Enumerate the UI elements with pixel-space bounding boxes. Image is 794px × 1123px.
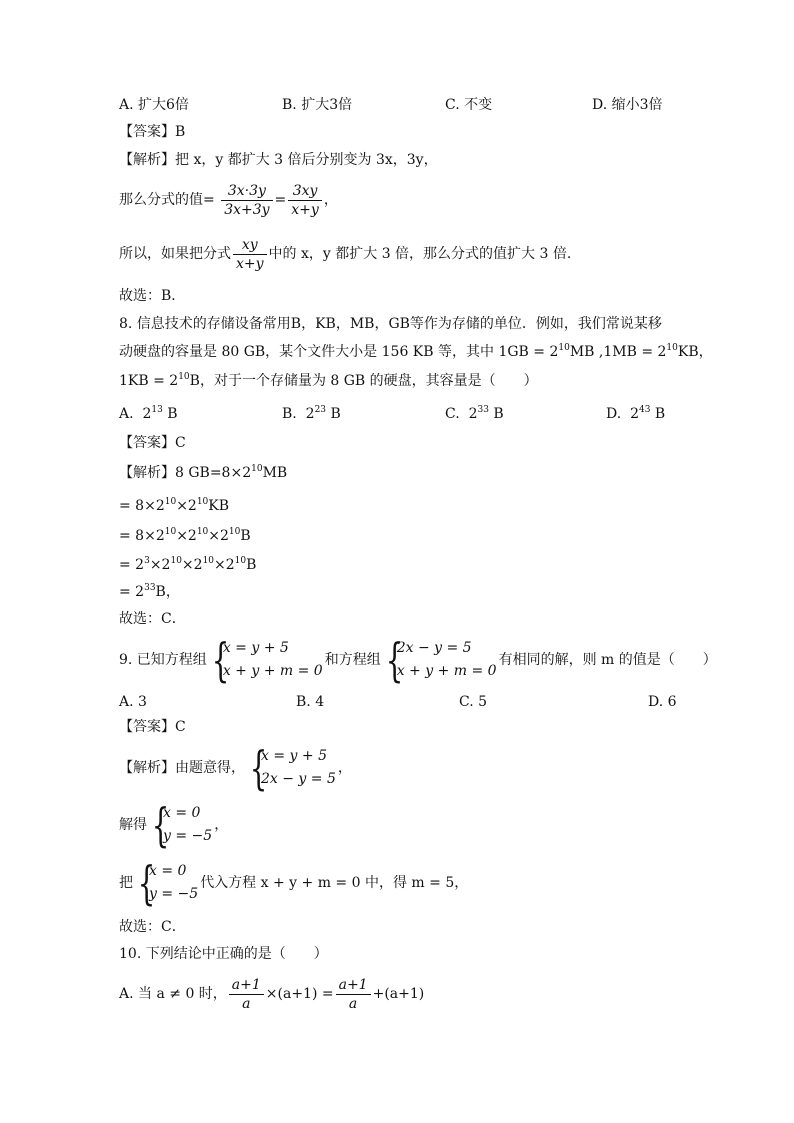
exponent: 10 [558,343,570,353]
q8-option-d [606,404,665,424]
brace-icon: { [211,633,230,687]
q9-option-b: B. 4 [296,694,325,710]
equation-system-1 [209,633,323,687]
exponent: 10 [228,527,241,537]
equation: y = −5 [163,828,213,844]
option-base: 2 [142,406,152,422]
q9-option-d: D. 6 [648,694,677,710]
text: = 2 [119,557,145,573]
text: 8 GB=8×2 [175,465,252,481]
option-exponent: 33 [477,405,489,415]
text: ×2 [176,528,197,544]
exponent: 10 [196,527,209,537]
frac-numerator: a+1 [336,976,371,995]
text: = 2 [119,584,145,600]
analysis-suffix: 中的 x，y 都扩大 3 倍，那么分式的值扩大 3 倍. [268,246,572,262]
text: 由题意得， [175,760,245,776]
text: = 8×2 [119,498,165,514]
text: = 8×2 [119,528,165,544]
text: ×2 [214,557,235,573]
punctuation: ， [323,192,338,208]
frac-numerator: 3x·3y [221,182,272,201]
exponent: 10 [178,372,190,382]
text: KB， [677,344,713,360]
equation: x = y + 5 [222,640,289,656]
analysis-tag: 【解析】 [119,465,175,481]
frac-denominator: x+y [291,201,319,218]
q7-analysis-line2: 那么分式的值= $\frac{3x\cdot 3y}{3x+3y}$ = $\frac{3xy}{x+y}$ ， [119,182,338,218]
fraction-a1-over-a [229,976,264,1013]
brace-icon: { [151,798,170,852]
text: 和方程组 [324,652,381,668]
q8-stem-line2 [119,342,713,362]
q9-conclusion: 故选：C． [119,919,186,935]
equation: 2x − y = 5 [261,771,336,787]
q8-stem-line1: 8. 信息技术的存储设备常用B，KB，MB，GB等作为存储的单位．例如，我们常说某移 [119,316,662,332]
fraction-xy [233,236,267,273]
q9-option-a: A. 3 [119,694,147,710]
brace-icon: { [137,856,156,910]
equation: y = −5 [149,886,199,902]
q7-analysis-line3 [119,232,571,276]
text: MB [262,465,288,481]
exponent: 10 [196,497,209,507]
text: B，对于一个存储量为 8 GB 的硬盘，其容量是（ ） [189,373,538,389]
exponent: 10 [164,527,177,537]
text: ×2 [208,528,229,544]
exponent: 3 [144,556,150,566]
text: B， [155,584,180,600]
analysis-tag: 【解析】 [119,152,175,168]
q9-analysis-line3 [119,857,468,909]
text: ×2 [181,557,203,573]
fraction-a1-over-a [336,976,371,1013]
q8-step4 [119,555,256,575]
option-exponent: 43 [639,405,651,415]
text: ×(a+1) = [265,986,334,1002]
punctuation: ， [337,760,352,776]
q9-option-c: C. 5 [459,694,488,710]
equation-system-3 [247,741,336,795]
brace-icon: { [249,741,268,795]
exponent: 10 [170,556,182,566]
q10-option-a [119,972,424,1016]
text: 解得 [119,817,147,833]
option-unit: B [493,406,504,422]
q9-analysis-line2 [119,799,228,851]
exponent: 10 [202,556,215,566]
equation: x = 0 [163,805,201,821]
text: MB ,1MB = 2 [569,344,667,360]
text: B [240,528,251,544]
q8-option-a [119,404,178,424]
q7-conclusion: 故选：B． [119,288,186,304]
option-base: 2 [630,406,640,422]
option-exponent: 13 [151,405,163,415]
option-label: D. [606,406,622,422]
text: 有相同的解，则 m 的值是（ ） [498,652,717,668]
exponent: 10 [234,556,247,566]
q8-stem-line3 [119,371,538,391]
text: 1KB = 2 [119,373,179,389]
q9-stem [119,634,717,686]
q8-step3 [119,526,251,546]
q8-conclusion: 故选：C． [119,611,186,627]
q8-option-c [445,404,504,424]
text: B [246,557,257,573]
q7-answer: 【答案】B [119,124,186,140]
text: A. 当 a ≠ 0 时， [119,986,227,1002]
option-unit: B [330,406,341,422]
frac-numerator: 3xy [288,182,322,201]
exponent: 33 [144,583,156,593]
frac-denominator: a [348,995,358,1012]
q9-answer: 【答案】C [119,719,186,735]
equation: x = y + 5 [261,748,327,764]
exponent: 10 [251,464,263,474]
equation-system-4 [149,798,213,852]
text: 代入方程 x + y + m = 0 中，得 m = 5， [200,875,469,891]
punctuation: ， [214,817,229,833]
q7-option-d: D. 缩小3倍 [592,97,663,113]
equation: 2x − y = 5 [396,640,472,656]
equation-system-2 [383,633,497,687]
option-base: 2 [468,406,478,422]
equation: x + y + m = 0 [396,663,497,679]
option-unit: B [167,406,178,422]
q9-analysis-line1 [119,742,352,794]
frac-denominator: a [242,995,251,1012]
option-label: C. [445,406,460,422]
analysis-prefix: 那么分式的值= [119,192,215,208]
option-unit: B [654,406,666,422]
q8-step5 [119,582,180,602]
exponent: 10 [164,497,177,507]
equation: x + y + m = 0 [222,663,323,679]
equation-system-5 [135,856,199,910]
text: KB [208,498,230,514]
option-label: B. [282,406,297,422]
frac-denominator: 3x+3y [224,201,270,218]
text: ×2 [176,498,197,514]
q8-option-b [282,404,341,424]
fraction-3xy [288,182,322,219]
equation: x = 0 [149,863,187,879]
q10-stem: 10. 下列结论中正确的是（ ） [119,946,328,962]
frac-numerator: xy [233,236,267,255]
text: ×2 [149,557,171,573]
text: 9. 已知方程组 [119,652,207,668]
option-base: 2 [305,406,315,422]
q7-option-c: C. 不变 [445,97,493,113]
analysis-text: 把 x，y 都扩大 3 倍后分别变为 3x，3y， [175,152,438,168]
q8-step2 [119,496,229,516]
text: +(a+1) [372,986,425,1002]
q7-option-b: B. 扩大3倍 [282,97,353,113]
frac-denominator: x+y [236,255,264,272]
analysis-tag: 【解析】 [119,760,175,776]
q8-step1 [119,463,287,483]
q8-answer: 【答案】C [119,435,186,451]
text: 把 [119,875,133,891]
frac-numerator: a+1 [229,976,264,995]
exponent: 10 [666,343,678,353]
fraction-3x3y [221,182,272,219]
q7-analysis-line1 [119,150,438,170]
option-exponent: 23 [314,405,327,415]
brace-icon: { [385,633,404,687]
option-label: A. [119,406,134,422]
analysis-prefix: 所以，如果把分式 [119,246,231,262]
q7-option-a: A. 扩大6倍 [119,97,189,113]
text: 动硬盘的容量是 80 GB，某个文件大小是 156 KB 等，其中 1GB = 2 [119,344,559,360]
